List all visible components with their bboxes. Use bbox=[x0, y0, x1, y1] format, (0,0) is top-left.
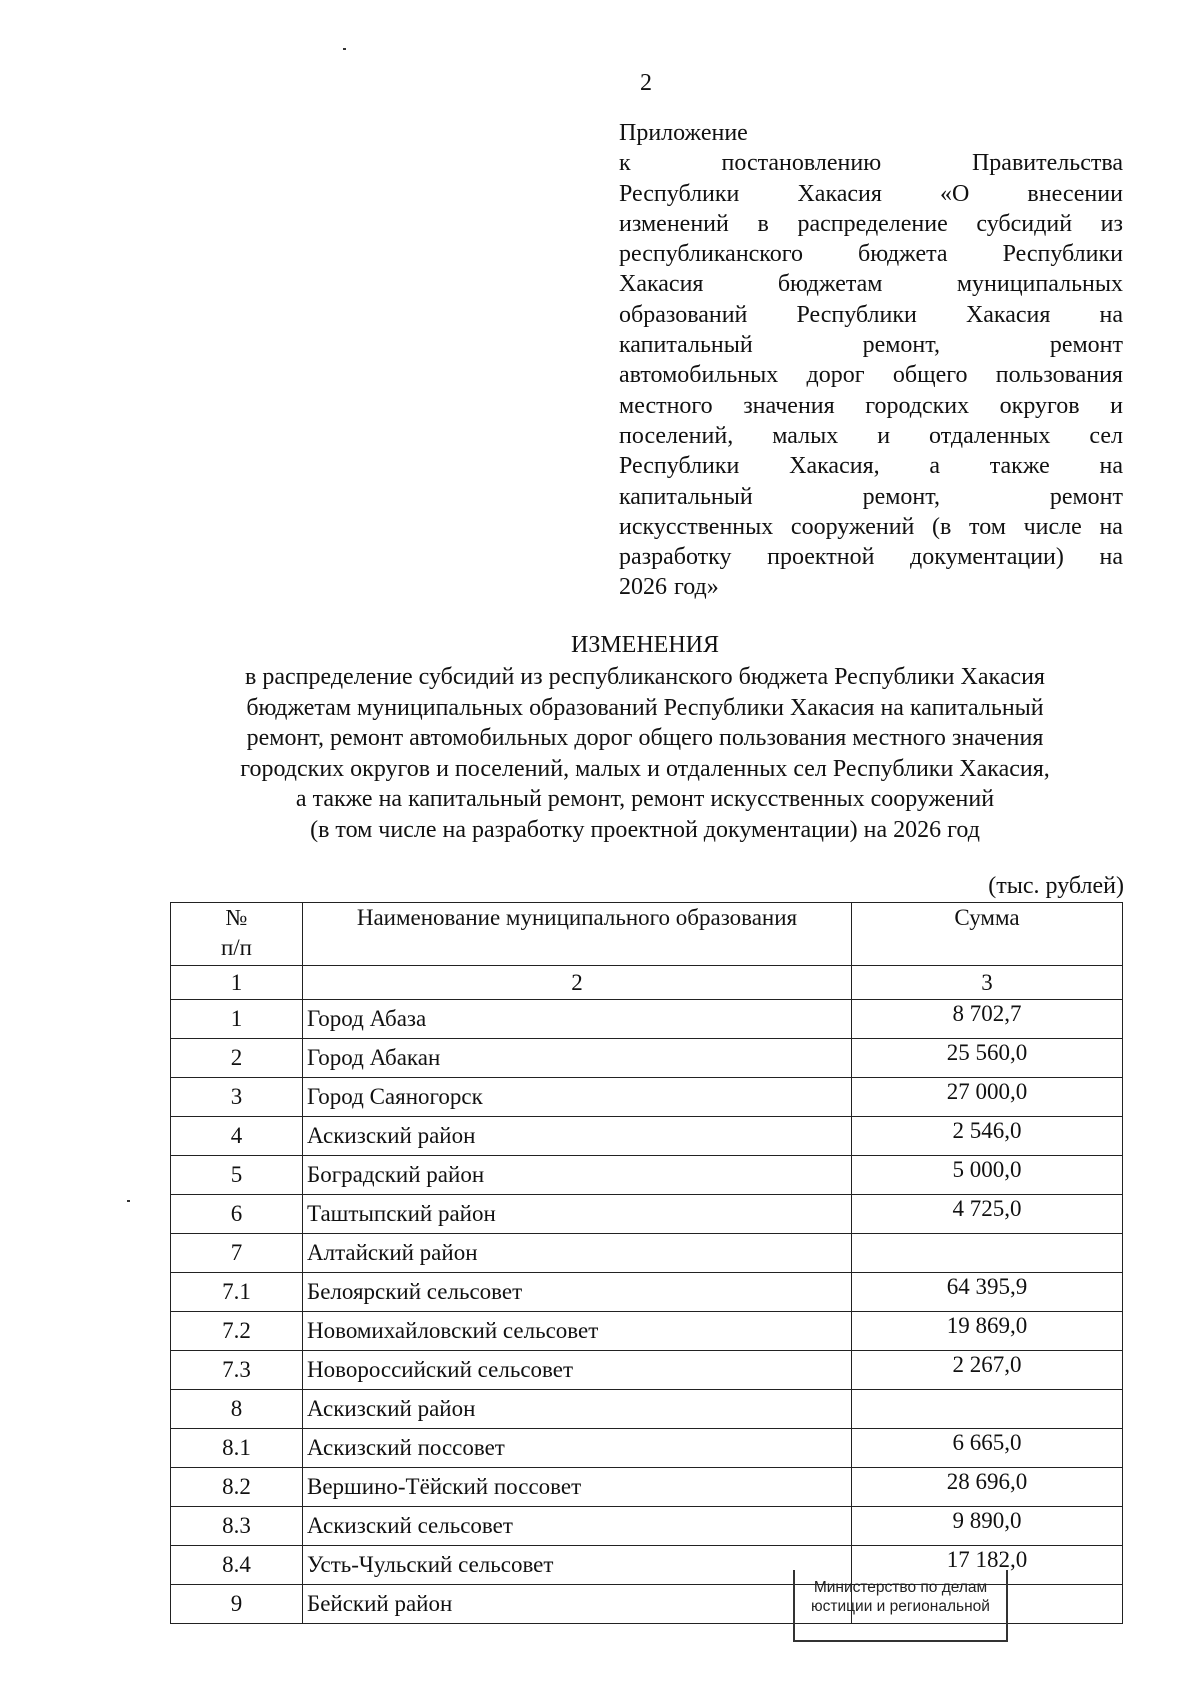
appendix-word: бюджета bbox=[858, 241, 948, 268]
ministry-stamp bbox=[793, 1570, 1008, 1642]
table-row bbox=[171, 1312, 1123, 1351]
appendix-word: ремонт bbox=[1049, 483, 1123, 510]
appendix-word: 2026 bbox=[619, 574, 667, 601]
appendix-word: Республики bbox=[619, 453, 740, 480]
subtitle-line: ремонт, ремонт автомобильных дорог общего пользования местного значения bbox=[246, 725, 1044, 751]
row-number: 4 bbox=[171, 1117, 303, 1156]
appendix-word: Республики bbox=[796, 301, 917, 328]
subsidy-amount: 2 267,0 bbox=[852, 1351, 1123, 1390]
header-name: Наименование муниципального образования bbox=[303, 903, 852, 966]
subsidy-amount: 25 560,0 bbox=[852, 1039, 1123, 1078]
row-number: 8.1 bbox=[171, 1429, 303, 1468]
appendix-word: на bbox=[1099, 453, 1123, 480]
appendix-line bbox=[619, 391, 1123, 421]
table-row bbox=[171, 1117, 1123, 1156]
appendix-line bbox=[619, 179, 1123, 209]
subsidy-amount: 4 725,0 bbox=[852, 1195, 1123, 1234]
scan-speck bbox=[127, 1200, 130, 1202]
appendix-line bbox=[619, 209, 1123, 239]
appendix-word: год» bbox=[674, 574, 719, 601]
document-subtitle bbox=[150, 662, 1140, 845]
row-number: 7.2 bbox=[171, 1312, 303, 1351]
table-row bbox=[171, 1000, 1123, 1039]
municipality-name: Аскизский сельсовет bbox=[303, 1507, 852, 1546]
column-number: 3 bbox=[852, 966, 1123, 1000]
subsidy-amount: 2 546,0 bbox=[852, 1117, 1123, 1156]
appendix-word: значения bbox=[743, 392, 835, 419]
appendix-word: «О bbox=[940, 180, 970, 207]
row-number: 8.3 bbox=[171, 1507, 303, 1546]
table-row bbox=[171, 1078, 1123, 1117]
appendix-word: изменений bbox=[619, 210, 729, 237]
subsidy-amount: 64 395,9 bbox=[852, 1273, 1123, 1312]
appendix-word: Республики bbox=[1002, 241, 1123, 268]
table-row bbox=[171, 1390, 1123, 1429]
subtitle-line: (в том числе на разработку проектной документации) на 2026 год bbox=[310, 816, 980, 843]
municipality-name: Бейский район bbox=[303, 1585, 852, 1624]
header-number-label: № п/п bbox=[220, 905, 252, 960]
appendix-word: (в bbox=[932, 513, 952, 540]
appendix-line bbox=[619, 360, 1123, 390]
appendix-line bbox=[619, 330, 1123, 360]
table-row bbox=[171, 1156, 1123, 1195]
appendix-word: малых bbox=[772, 422, 839, 449]
appendix-word: Республики bbox=[619, 180, 740, 207]
subsidy-amount: 28 696,0 bbox=[852, 1468, 1123, 1507]
appendix-word: ремонт, bbox=[862, 483, 940, 510]
scan-speck bbox=[343, 48, 346, 50]
appendix-word: постановлению bbox=[721, 150, 882, 177]
appendix-word: округов bbox=[999, 392, 1080, 419]
appendix-word: и bbox=[877, 422, 891, 449]
appendix-word: образований bbox=[619, 301, 748, 328]
appendix-word: ремонт, bbox=[862, 332, 940, 359]
column-number-row bbox=[171, 966, 1123, 1000]
page-number: 2 bbox=[640, 70, 652, 96]
column-number: 1 bbox=[171, 966, 303, 1000]
appendix-word: отдаленных bbox=[929, 422, 1051, 449]
appendix-word: местного bbox=[619, 392, 713, 419]
municipality-name: Город Абаза bbox=[303, 1000, 852, 1039]
appendix-word: капитальный bbox=[619, 483, 753, 510]
municipality-name: Аскизский район bbox=[303, 1117, 852, 1156]
appendix-word: а bbox=[929, 453, 940, 480]
appendix-block bbox=[619, 118, 1123, 603]
appendix-word: автомобильных bbox=[619, 362, 779, 389]
appendix-word: республиканского bbox=[619, 241, 803, 268]
appendix-word: и bbox=[1110, 392, 1123, 419]
appendix-word: на bbox=[1099, 544, 1123, 571]
row-number: 3 bbox=[171, 1078, 303, 1117]
row-number: 7 bbox=[171, 1234, 303, 1273]
appendix-line bbox=[619, 512, 1123, 542]
appendix-word: капитальный bbox=[619, 332, 753, 359]
table-header-row bbox=[171, 903, 1123, 966]
appendix-word: документации) bbox=[910, 544, 1064, 571]
appendix-word: том bbox=[969, 513, 1006, 540]
appendix-word: проектной bbox=[767, 544, 875, 571]
table-row bbox=[171, 1039, 1123, 1078]
subsidy-amount: 19 869,0 bbox=[852, 1312, 1123, 1351]
municipality-name: Усть-Чульский сельсовет bbox=[303, 1546, 852, 1585]
subsidy-amount bbox=[852, 1234, 1123, 1273]
subsidy-amount: 9 890,0 bbox=[852, 1507, 1123, 1546]
appendix-word: городских bbox=[865, 392, 970, 419]
table-row bbox=[171, 1273, 1123, 1312]
table-row bbox=[171, 1468, 1123, 1507]
municipality-name: Алтайский район bbox=[303, 1234, 852, 1273]
appendix-line bbox=[619, 269, 1123, 299]
appendix-word: на bbox=[1099, 513, 1123, 540]
municipality-name: Новороссийский сельсовет bbox=[303, 1351, 852, 1390]
table-row bbox=[171, 1351, 1123, 1390]
appendix-word: Приложение bbox=[619, 120, 748, 146]
appendix-word: на bbox=[1099, 301, 1123, 328]
municipality-name: Аскизский поссовет bbox=[303, 1429, 852, 1468]
municipality-name: Город Абакан bbox=[303, 1039, 852, 1078]
subtitle-line: бюджетам муниципальных образований Республики Хакасия на капитальный bbox=[246, 694, 1044, 721]
appendix-word: Правительства bbox=[971, 150, 1123, 177]
appendix-word: сел bbox=[1089, 422, 1123, 449]
appendix-word: распределение bbox=[797, 210, 948, 237]
appendix-word: также bbox=[989, 453, 1050, 480]
appendix-word: Хакасия, bbox=[789, 453, 880, 480]
row-number: 6 bbox=[171, 1195, 303, 1234]
subsidy-amount: 27 000,0 bbox=[852, 1078, 1123, 1117]
subtitle-line: в распределение субсидий из республиканского бюджета Республики Хакасия bbox=[245, 664, 1045, 690]
row-number: 1 bbox=[171, 1000, 303, 1039]
table-row bbox=[171, 1195, 1123, 1234]
subsidy-amount: 5 000,0 bbox=[852, 1156, 1123, 1195]
appendix-word: числе bbox=[1023, 513, 1082, 540]
appendix-line bbox=[619, 148, 1123, 178]
municipality-name: Аскизский район bbox=[303, 1390, 852, 1429]
appendix-line bbox=[619, 572, 1123, 602]
municipality-name: Новомихайловский сельсовет bbox=[303, 1312, 852, 1351]
appendix-word: разработку bbox=[619, 544, 732, 571]
subsidy-amount: 8 702,7 bbox=[852, 1000, 1123, 1039]
appendix-word: дорог bbox=[806, 362, 865, 389]
subsidy-table bbox=[170, 902, 1123, 1624]
row-number: 2 bbox=[171, 1039, 303, 1078]
appendix-word: общего bbox=[892, 362, 968, 389]
header-sum: Сумма bbox=[852, 903, 1123, 966]
row-number: 8 bbox=[171, 1390, 303, 1429]
stamp-line: Министерство по делам bbox=[813, 1579, 988, 1596]
appendix-word: сооружений bbox=[790, 513, 915, 540]
appendix-line bbox=[619, 300, 1123, 330]
appendix-line bbox=[619, 451, 1123, 481]
table-row bbox=[171, 1507, 1123, 1546]
appendix-word: из bbox=[1100, 210, 1123, 237]
appendix-line bbox=[619, 421, 1123, 451]
municipality-name: Город Саяногорск bbox=[303, 1078, 852, 1117]
row-number: 8.4 bbox=[171, 1546, 303, 1585]
appendix-line bbox=[619, 542, 1123, 572]
municipality-name: Боградский район bbox=[303, 1156, 852, 1195]
appendix-word: бюджетам bbox=[777, 271, 883, 298]
appendix-word: субсидий bbox=[976, 210, 1073, 237]
appendix-word: Хакасия bbox=[797, 180, 882, 207]
row-number: 9 bbox=[171, 1585, 303, 1624]
subtitle-line: а также на капитальный ремонт, ремонт искусственных сооружений bbox=[295, 786, 995, 812]
header-number bbox=[171, 903, 303, 966]
municipality-name: Вершино-Тёйский поссовет bbox=[303, 1468, 852, 1507]
subsidy-amount: 17 182,0 bbox=[852, 1546, 1123, 1585]
appendix-word: в bbox=[757, 210, 769, 237]
appendix-line bbox=[619, 239, 1123, 269]
appendix-word: к bbox=[619, 150, 631, 177]
subsidy-amount bbox=[852, 1390, 1123, 1429]
appendix-word: Хакасия bbox=[965, 301, 1051, 328]
row-number: 7.3 bbox=[171, 1351, 303, 1390]
units-label: (тыс. рублей) bbox=[988, 873, 1124, 899]
appendix-word: пользования bbox=[995, 362, 1123, 389]
appendix-word: муниципальных bbox=[956, 271, 1123, 298]
table-row bbox=[171, 1429, 1123, 1468]
table-row bbox=[171, 1234, 1123, 1273]
appendix-word: ремонт bbox=[1049, 332, 1123, 359]
appendix-word: искусственных bbox=[619, 513, 774, 540]
stamp-line: юстиции и региональной bbox=[811, 1598, 990, 1615]
appendix-word: Хакасия bbox=[619, 271, 704, 298]
municipality-name: Таштыпский район bbox=[303, 1195, 852, 1234]
row-number: 8.2 bbox=[171, 1468, 303, 1507]
row-number: 7.1 bbox=[171, 1273, 303, 1312]
document-title: ИЗМЕНЕНИЯ bbox=[570, 632, 720, 658]
subtitle-line: городских округов и поселений, малых и отдаленных сел Республики Хакасия, bbox=[240, 755, 1050, 782]
subsidy-amount: 6 665,0 bbox=[852, 1429, 1123, 1468]
appendix-line bbox=[619, 482, 1123, 512]
appendix-line bbox=[619, 118, 1123, 148]
column-number: 2 bbox=[303, 966, 852, 1000]
appendix-word: поселений, bbox=[619, 422, 734, 449]
appendix-word: внесении bbox=[1027, 180, 1123, 207]
municipality-name: Белоярский сельсовет bbox=[303, 1273, 852, 1312]
row-number: 5 bbox=[171, 1156, 303, 1195]
